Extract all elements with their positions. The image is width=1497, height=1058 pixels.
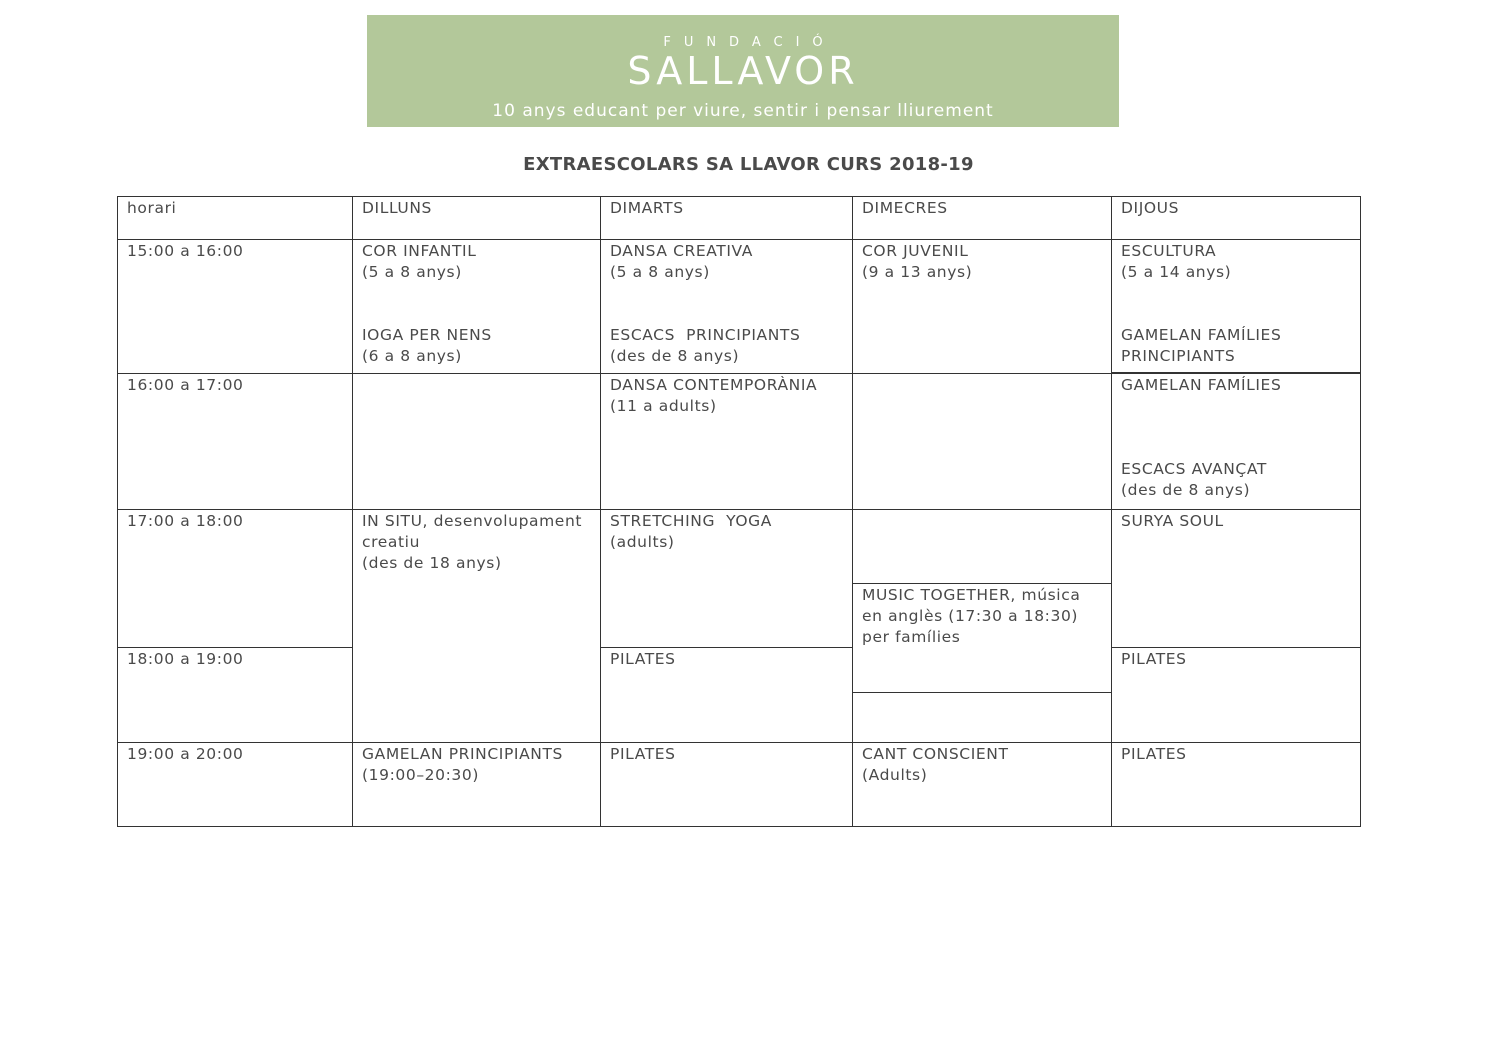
row-divider [117, 742, 1361, 743]
activity-dansa-creativa: DANSA CREATIVA (5 a 8 anys) [610, 242, 753, 281]
row-divider [600, 647, 852, 648]
row-divider [852, 583, 1111, 584]
activity-ioga-per-nens: IOGA PER NENS (6 a 8 anys) [362, 326, 492, 365]
foundation-tagline: 10 anys educant per viure, sentir i pensar lliurement [492, 101, 994, 121]
activity-escacs-principiants: ESCACS PRINCIPIANTS (des de 8 anys) [610, 326, 801, 365]
row-divider [117, 509, 1361, 510]
activity-pilates: PILATES [1121, 745, 1187, 763]
activity-escacs-avancat: ESCACS AVANÇAT (des de 8 anys) [1121, 460, 1267, 499]
table-border-top [117, 196, 1361, 197]
activity-stretching-yoga: STRETCHING YOGA (adults) [610, 512, 772, 551]
header-horari: horari [127, 199, 177, 217]
activity-music-together: MUSIC TOGETHER, música en anglès (17:30 a 18:30) per famílies [862, 586, 1081, 646]
header-dijous: DIJOUS [1121, 199, 1180, 217]
activity-gamelan-families-principiants: GAMELAN FAMÍLIES PRINCIPIANTS [1121, 326, 1282, 365]
header-dilluns: DILLUNS [362, 199, 432, 217]
time-slot: 19:00 a 20:00 [127, 745, 244, 763]
row-divider [117, 647, 352, 648]
row-divider [852, 692, 1111, 693]
column-divider [852, 196, 853, 827]
activity-pilates: PILATES [610, 650, 676, 668]
column-divider [1111, 196, 1112, 827]
column-divider [600, 196, 601, 827]
activity-gamelan-families: GAMELAN FAMÍLIES [1121, 376, 1282, 394]
foundation-label: FUNDACIÓ [663, 35, 836, 50]
time-slot: 16:00 a 17:00 [127, 376, 244, 394]
time-slot: 18:00 a 19:00 [127, 650, 244, 668]
activity-cant-conscient: CANT CONSCIENT (Adults) [862, 745, 1009, 784]
table-border-left [117, 196, 118, 827]
activity-surya-soul: SURYA SOUL [1121, 512, 1224, 530]
time-slot: 17:00 a 18:00 [127, 512, 244, 530]
activity-dansa-contemporania: DANSA CONTEMPORÀNIA (11 a adults) [610, 376, 818, 415]
activity-escultura: ESCULTURA (5 a 14 anys) [1121, 242, 1232, 281]
time-slot: 15:00 a 16:00 [127, 242, 244, 260]
activity-cor-juvenil: COR JUVENIL (9 a 13 anys) [862, 242, 973, 281]
row-divider [1111, 372, 1361, 374]
activity-pilates: PILATES [610, 745, 676, 763]
activity-cor-infantil: COR INFANTIL (5 a 8 anys) [362, 242, 477, 281]
header-dimecres: DIMECRES [862, 199, 948, 217]
header-dimarts: DIMARTS [610, 199, 684, 217]
column-divider [352, 196, 353, 827]
table-border-bottom [117, 826, 1361, 827]
activity-gamelan-principiants: GAMELAN PRINCIPIANTS (19:00–20:30) [362, 745, 563, 784]
table-border-right [1360, 196, 1361, 827]
foundation-name: SALLAVOR [627, 49, 859, 93]
activity-in-situ: IN SITU, desenvolupament creatiu (des de 18 anys) [362, 512, 583, 572]
row-divider [1111, 647, 1361, 648]
activity-pilates: PILATES [1121, 650, 1187, 668]
page-title: EXTRAESCOLARS SA LLAVOR CURS 2018-19 [523, 154, 974, 175]
row-divider [117, 239, 1361, 240]
